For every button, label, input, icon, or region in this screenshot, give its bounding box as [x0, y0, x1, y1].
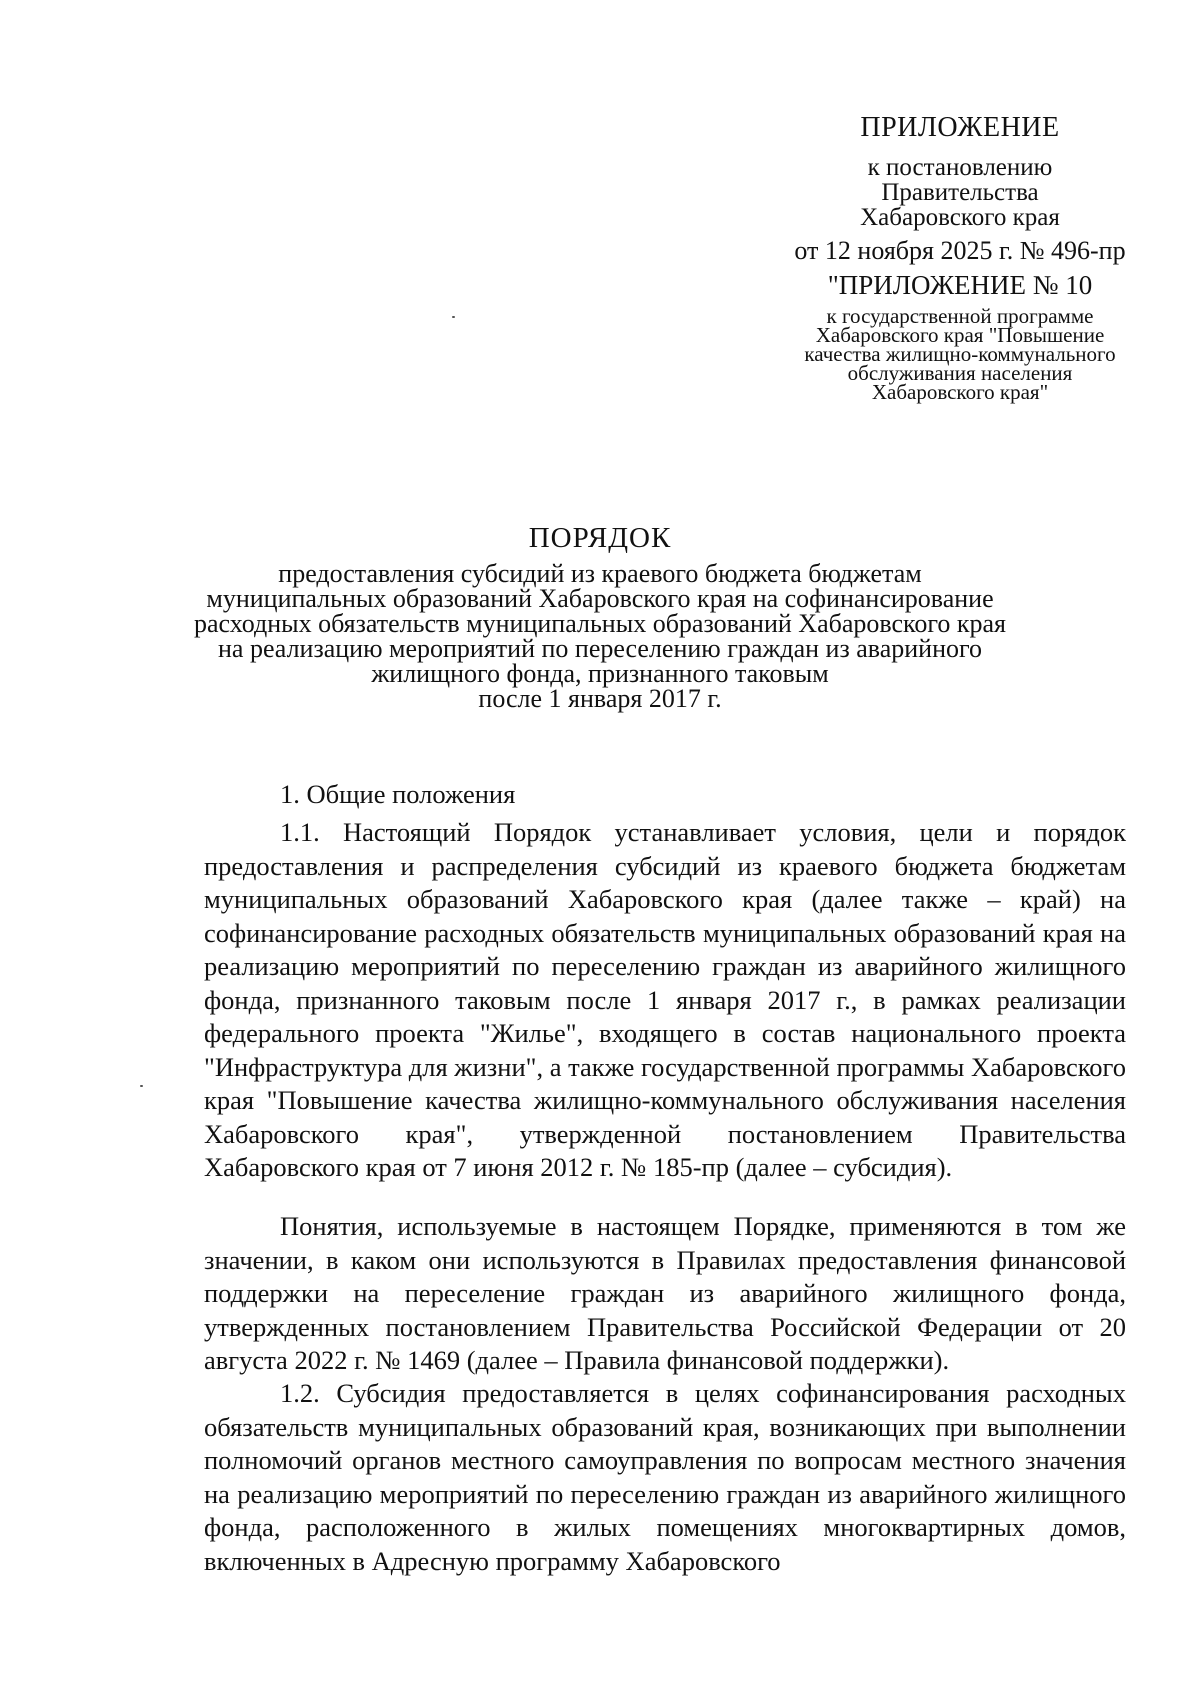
appendix10-line: Хабаровского края "Повышение: [815, 323, 1105, 347]
appendix-line: Правительства: [881, 179, 1039, 206]
appendix-reference: [760, 155, 1160, 230]
appendix10-line: обслуживания населения: [847, 361, 1073, 385]
appendix10-line: к государственной программе: [826, 304, 1094, 328]
appendix-title: ПРИЛОЖЕНИЕ: [860, 112, 1060, 143]
subtitle-line: муниципальных образований Хабаровского края на софинансирование: [206, 584, 994, 613]
appendix10-title: "ПРИЛОЖЕНИЕ № 10: [827, 270, 1093, 300]
section-heading: 1. Общие положения: [280, 779, 516, 809]
subtitle-line: на реализацию мероприятий по переселению граждан из аварийного: [217, 634, 983, 663]
scan-speck: [452, 316, 455, 318]
appendix-date: от 12 ноября 2025 г. № 496-пр: [794, 236, 1126, 265]
appendix10-line: Хабаровского края": [871, 380, 1049, 404]
subtitle-line: предоставления субсидий из краевого бюджета бюджетам: [278, 559, 922, 588]
paragraph-definitions: Понятия, используемые в настоящем Порядке, применяются в том же значении, в каком они используются в Правилах предоставления финансовой поддержки на переселение граждан из аварийного жилищного фонда, утвержденных постановлением Правительства Российской Федерации от 20 августа 2022 г. № 1469 (далее – Правила финансовой поддержки).: [204, 1211, 1126, 1375]
subtitle-line: жилищного фонда, признанного таковым: [371, 659, 829, 688]
subtitle-line: расходных обязательств муниципальных образований Хабаровского края: [193, 609, 1007, 638]
scan-speck: [140, 1085, 143, 1087]
paragraph-1-2: 1.2. Субсидия предоставляется в целях софинансирования расходных обязательств муниципальных образований края, возникающих при выполнении полномочий органов местного самоуправления по вопросам местного значения на реализацию мероприятий по переселению граждан из аварийного жилищного фонда, расположенного в жилых помещениях многоквартирных домов, включенных в Адресную программу Хабаровского: [204, 1378, 1126, 1576]
appendix10-line: качества жилищно-коммунального: [804, 342, 1116, 366]
paragraph-1-1: 1.1. Настоящий Порядок устанавливает условия, цели и порядок предоставления и распределения субсидий из краевого бюджета бюджетам муниципальных образований Хабаровского края (далее также – край) на софинансирование расходных обязательств муниципальных образований края на реализацию мероприятий по переселению граждан из аварийного жилищного фонда, признанного таковым после 1 января 2017 г., в рамках реализации федерального проекта "Жилье", входящего в состав национального проекта "Инфраструктура для жизни", а также государственной программы Хабаровского края "Повышение качества жилищно-коммунального обслуживания населения Хабаровского края", утвержденной постановлением Правительства Хабаровского края от 7 июня 2012 г. № 185-пр (далее – субсидия).: [204, 817, 1126, 1182]
appendix-line: Хабаровского края: [860, 204, 1060, 231]
appendix-line: к постановлению: [867, 154, 1053, 181]
document-subtitle: [100, 561, 1100, 711]
document-title: ПОРЯДОК: [528, 522, 672, 554]
subtitle-line: после 1 января 2017 г.: [478, 684, 722, 713]
appendix10-reference: [740, 304, 1180, 404]
